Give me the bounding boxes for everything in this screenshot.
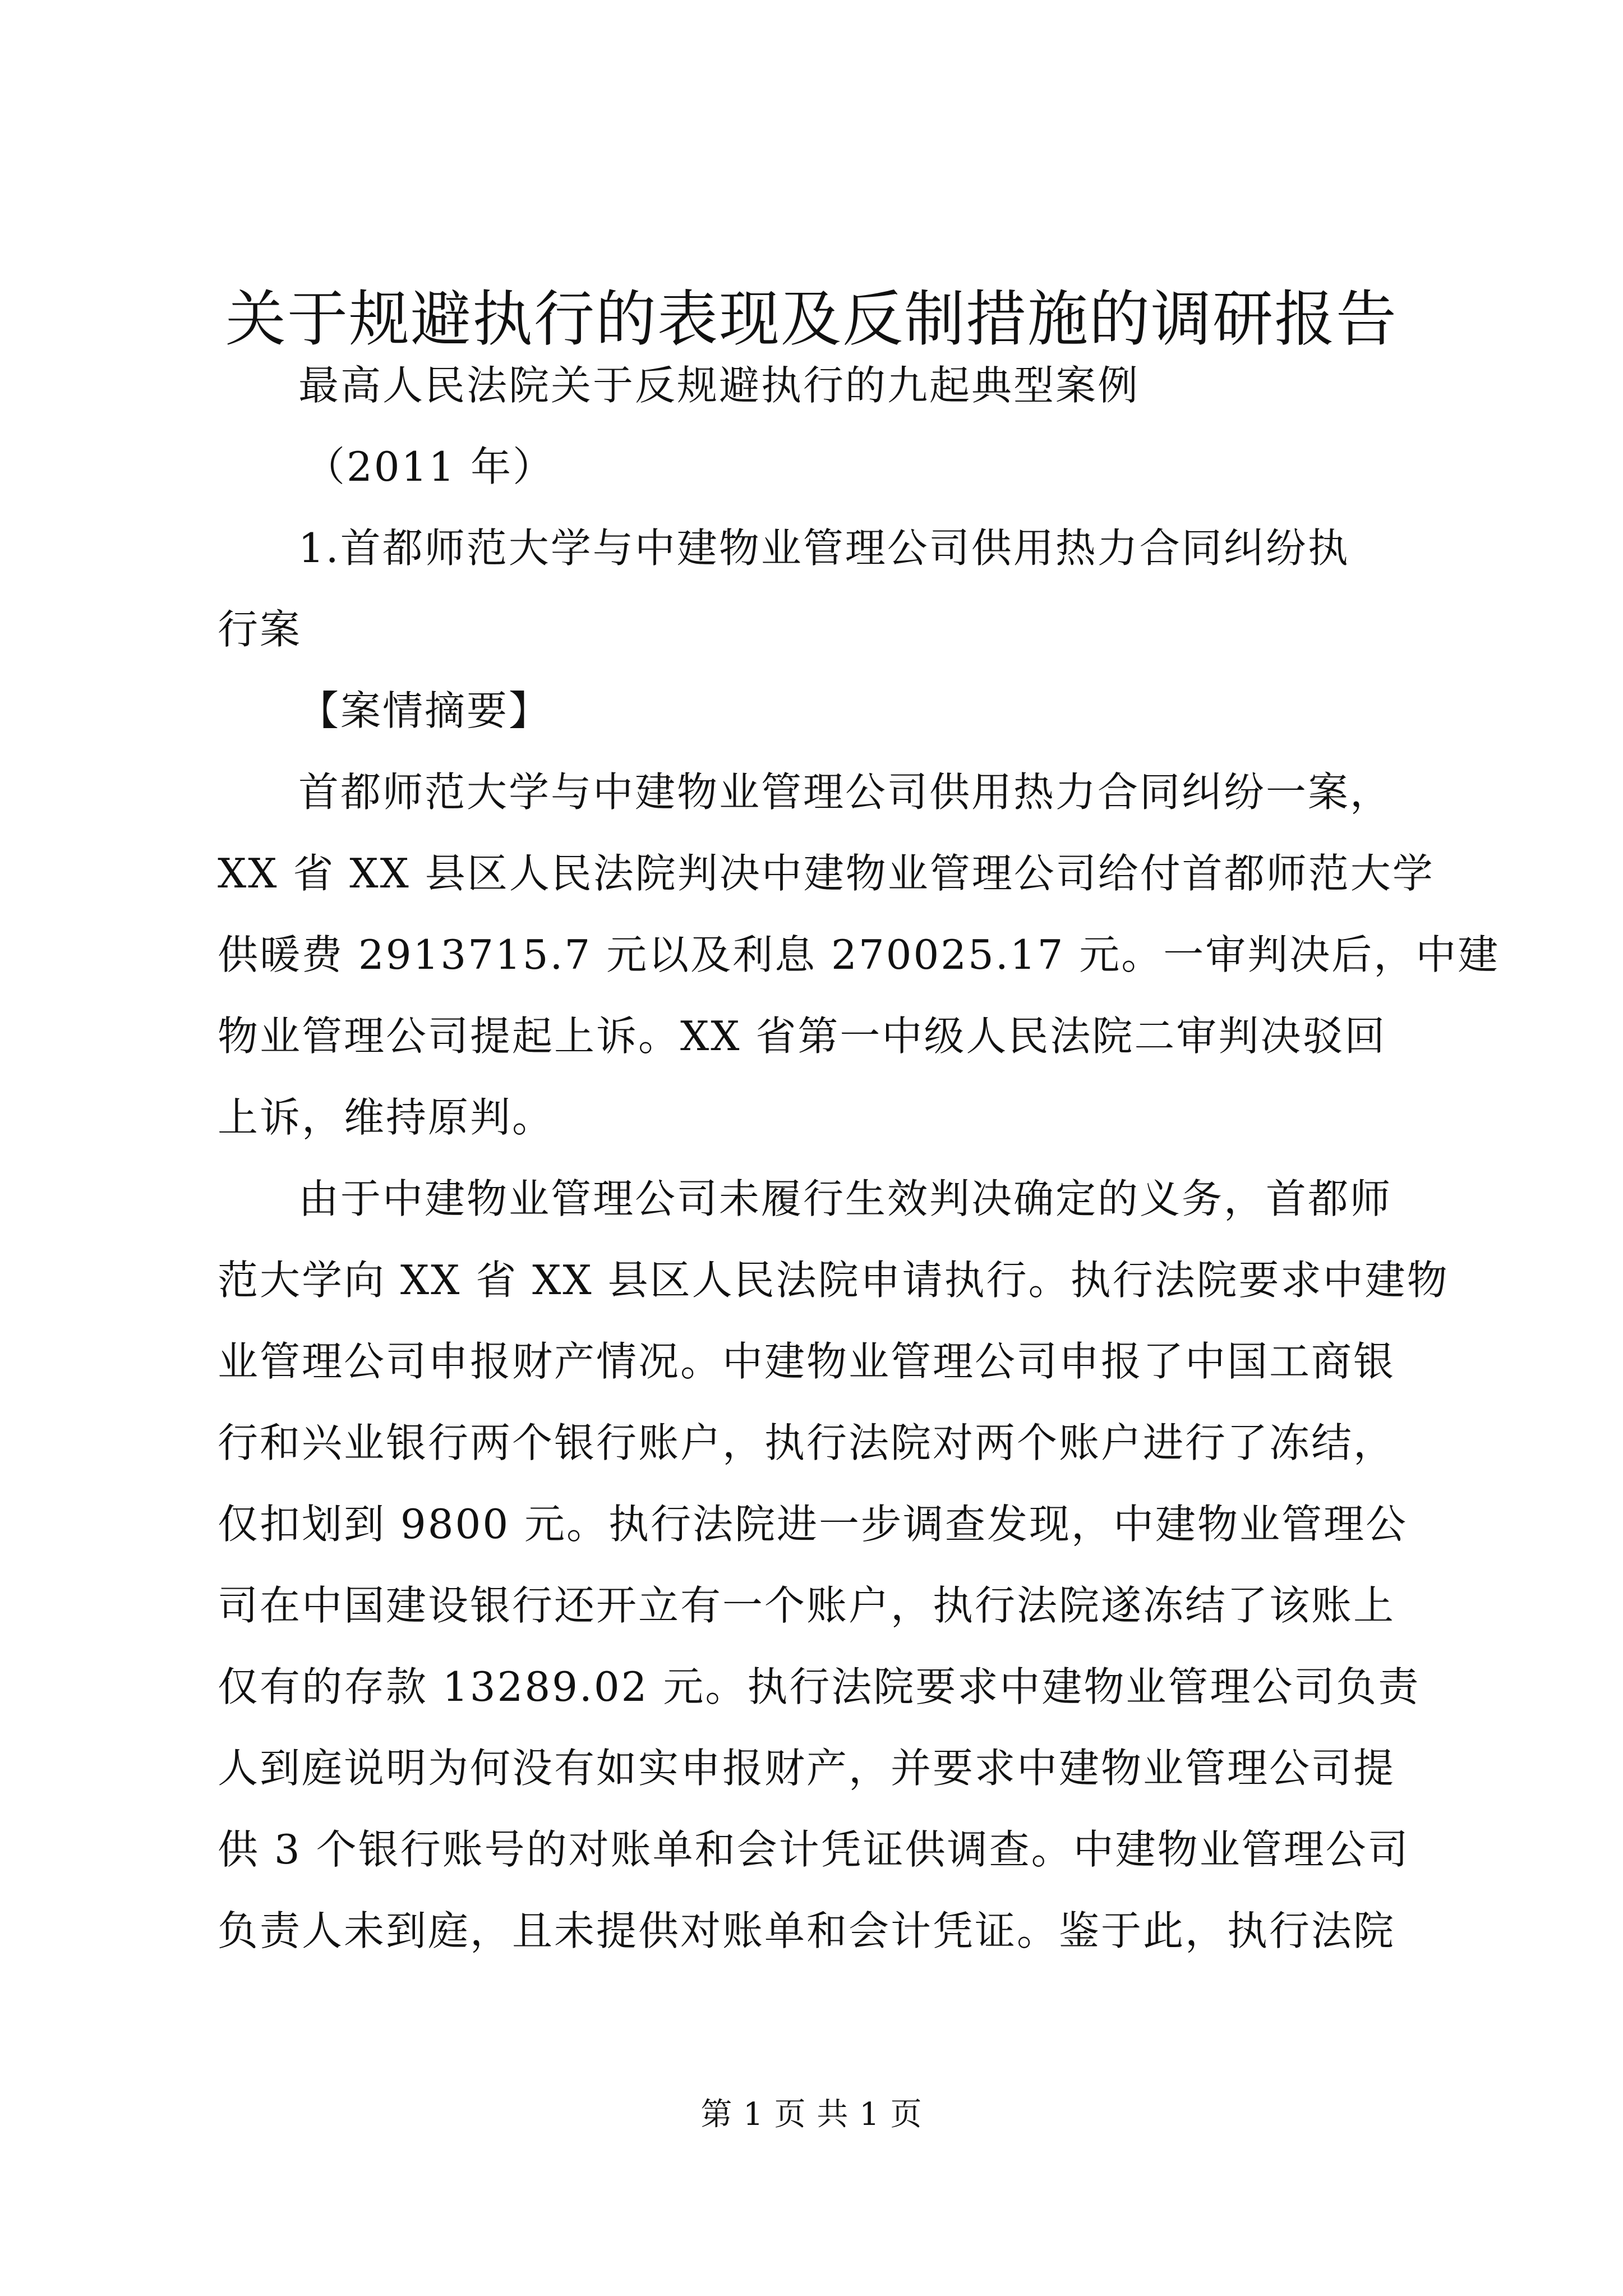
paragraph-line: 负责人未到庭，且未提供对账单和会计凭证。鉴于此，执行法院: [218, 1907, 1396, 1954]
paragraph-line: 由于中建物业管理公司未履行生效判决确定的义务，首都师: [298, 1175, 1393, 1222]
paragraph-line: 上诉，维持原判。: [218, 1094, 555, 1141]
paragraph-line: 范大学向 XX 省 XX 县区人民法院申请执行。执行法院要求中建物: [218, 1257, 1449, 1304]
paragraph-line: 供暖费 2913715.7 元以及利息 270025.17 元。一审判决后，中建: [218, 931, 1500, 978]
page-footer: 第 1 页 共 1 页: [700, 2096, 923, 2133]
paragraph-line: 行和兴业银行两个银行账户，执行法院对两个账户进行了冻结，: [218, 1419, 1396, 1466]
paragraph-line: 物业管理公司提起上诉。XX 省第一中级人民法院二审判决驳回: [218, 1013, 1387, 1060]
paragraph-line: 人到庭说明为何没有如实申报财产，并要求中建物业管理公司提: [218, 1745, 1396, 1792]
case-heading-continuation: 行案: [218, 606, 302, 653]
subtitle-line: 最高人民法院关于反规避执行的九起典型案例: [298, 362, 1140, 409]
paragraph-line: XX 省 XX 县区人民法院判决中建物业管理公司给付首都师范大学: [218, 850, 1435, 897]
paragraph-line: 仅扣划到 9800 元。执行法院进一步调查发现，中建物业管理公: [218, 1501, 1408, 1548]
section-heading: 【案情摘要】: [298, 687, 551, 734]
paragraph-line: 业管理公司申报财产情况。中建物业管理公司申报了中国工商银: [218, 1338, 1396, 1385]
paragraph-line: 仅有的存款 13289.02 元。执行法院要求中建物业管理公司负责: [218, 1663, 1421, 1710]
case-heading-line: 1.首都师范大学与中建物业管理公司供用热力合同纠纷执: [298, 524, 1350, 572]
paragraph-line: 供 3 个银行账号的对账单和会计凭证供调查。中建物业管理公司: [218, 1826, 1410, 1873]
paragraph-line: 司在中国建设银行还开立有一个账户，执行法院遂冻结了该账上: [218, 1582, 1396, 1629]
document-title: 关于规避执行的表现及反制措施的调研报告: [225, 284, 1398, 355]
year-line: （2011 年）: [305, 443, 555, 490]
paragraph-line: 首都师范大学与中建物业管理公司供用热力合同纠纷一案，: [298, 769, 1393, 816]
